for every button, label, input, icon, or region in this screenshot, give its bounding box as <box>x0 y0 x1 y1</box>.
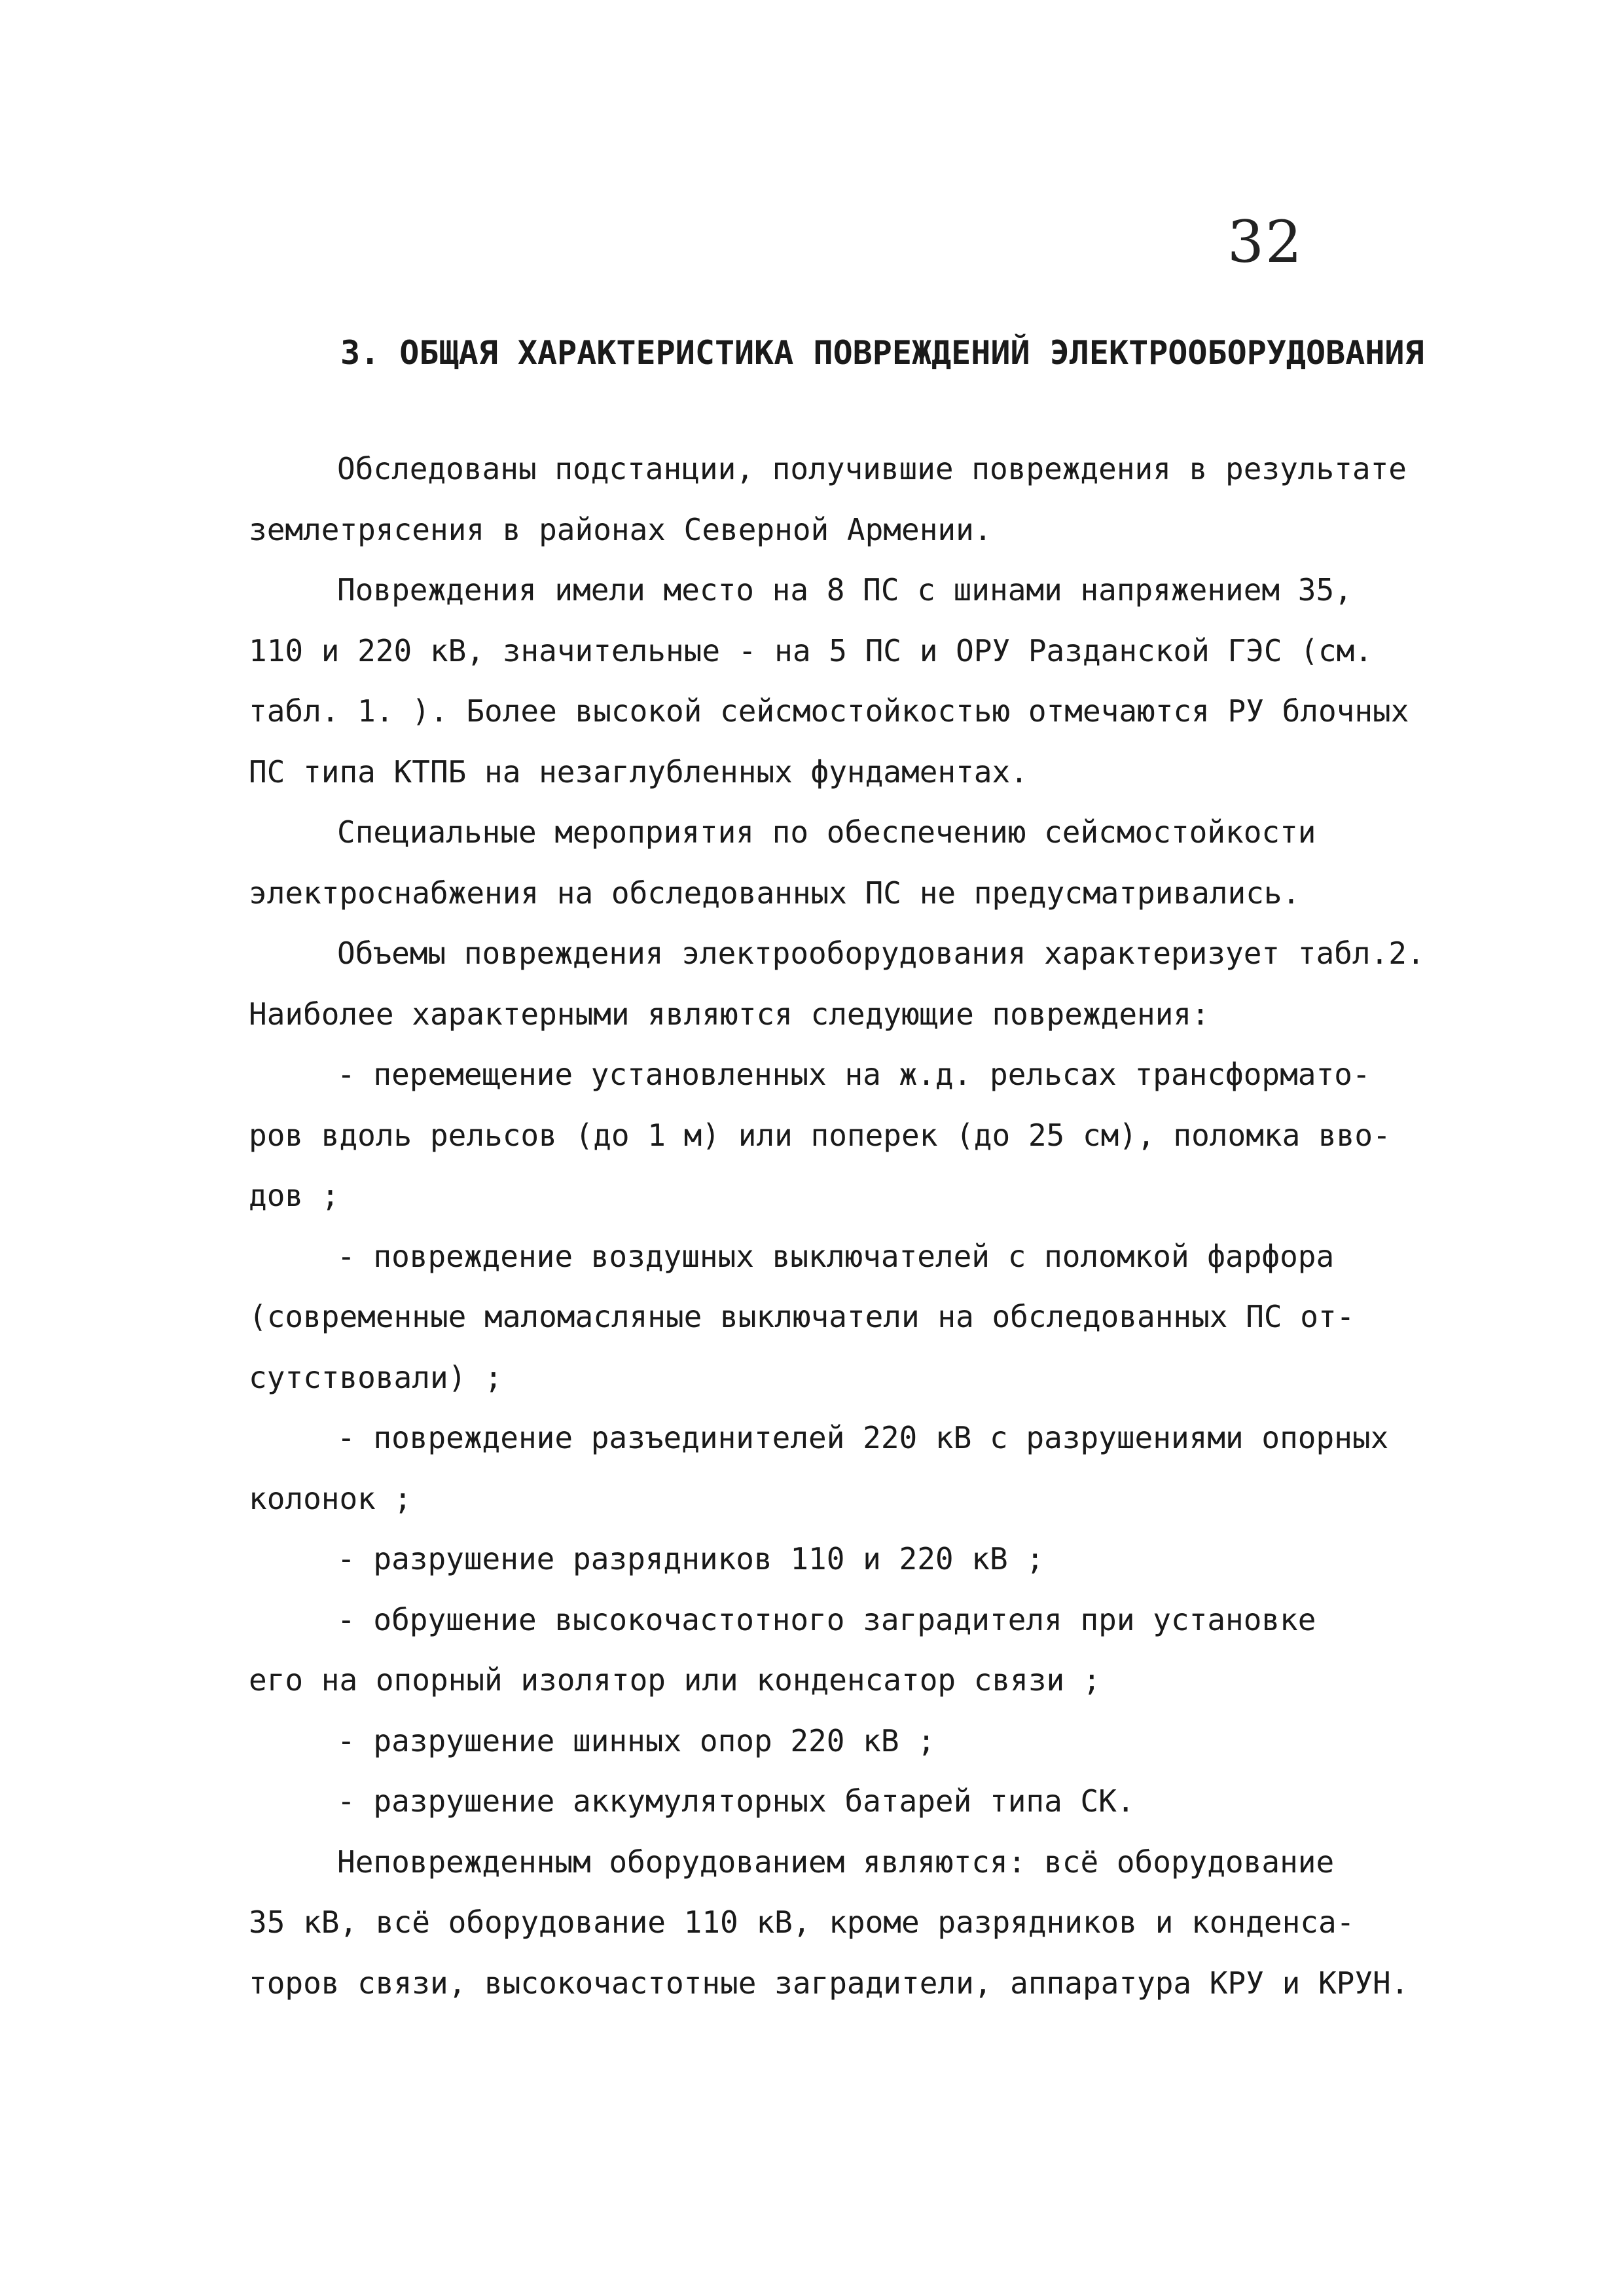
text-line: - обрушение высокочастотного заградителя при установке <box>337 1601 1316 1637</box>
text-line: - разрушение аккумуляторных батарей типа СК. <box>337 1783 1135 1819</box>
text-line: сутствовали) ; <box>249 1359 503 1395</box>
text-line: Наиболее характерными являются следующие повреждения: <box>249 996 1210 1032</box>
section-heading: 3. ОБЩАЯ ХАРАКТЕРИСТИКА ПОВРЕЖДЕНИЙ ЭЛЕКТРООБОРУДОВАНИЯ <box>340 334 1424 372</box>
text-line: - перемещение установленных на ж.д. рельсах трансформато- <box>337 1057 1371 1092</box>
text-line: ПС типа КТПБ на незаглубленных фундаментах. <box>249 754 1028 790</box>
text-line: Специальные мероприятия по обеспечению сейсмостойкости <box>337 814 1316 850</box>
text-line: Повреждения имели место на 8 ПС с шинами напряжением 35, <box>337 572 1352 608</box>
text-line: торов связи, высокочастотные заградители, аппаратура КРУ и КРУН. <box>249 1965 1409 2001</box>
text-line: - разрушение шинных опор 220 кВ ; <box>337 1722 935 1758</box>
text-line: 35 кВ, всё оборудование 110 кВ, кроме разрядников и конденса- <box>249 1904 1355 1940</box>
text-line: дов ; <box>249 1178 340 1213</box>
text-line: Обследованы подстанции, получившие повреждения в результате <box>337 451 1407 486</box>
body-text <box>249 439 1425 2013</box>
text-line: ров вдоль рельсов (до 1 м) или поперек (до 25 см), поломка вво- <box>249 1117 1391 1153</box>
text-line: его на опорный изолятор или конденсатор связи ; <box>249 1662 1101 1698</box>
text-line: - повреждение разъединителей 220 кВ с разрушениями опорных <box>337 1420 1389 1455</box>
text-line: табл. 1. ). Более высокой сейсмостойкостью отмечаются РУ блочных <box>249 693 1409 729</box>
text-line: электроснабжения на обследованных ПС не предусматривались. <box>249 875 1301 911</box>
text-line: Неповрежденным оборудованием являются: всё оборудование <box>337 1844 1335 1880</box>
text-line: - повреждение воздушных выключателей с поломкой фарфора <box>337 1238 1335 1274</box>
text-line: колонок ; <box>249 1480 412 1516</box>
text-line: (современные маломасляные выключатели на обследованных ПС от- <box>249 1299 1355 1334</box>
text-line: землетрясения в районах Северной Армении. <box>249 511 992 547</box>
text-line: - разрушение разрядников 110 и 220 кВ ; <box>337 1541 1045 1576</box>
text-line: 110 и 220 кВ, значительные - на 5 ПС и ОРУ Разданской ГЭС (см. <box>249 632 1373 668</box>
page-number: 32 <box>1227 208 1303 276</box>
text-line: Объемы повреждения электрооборудования характеризует табл.2. <box>337 936 1425 971</box>
